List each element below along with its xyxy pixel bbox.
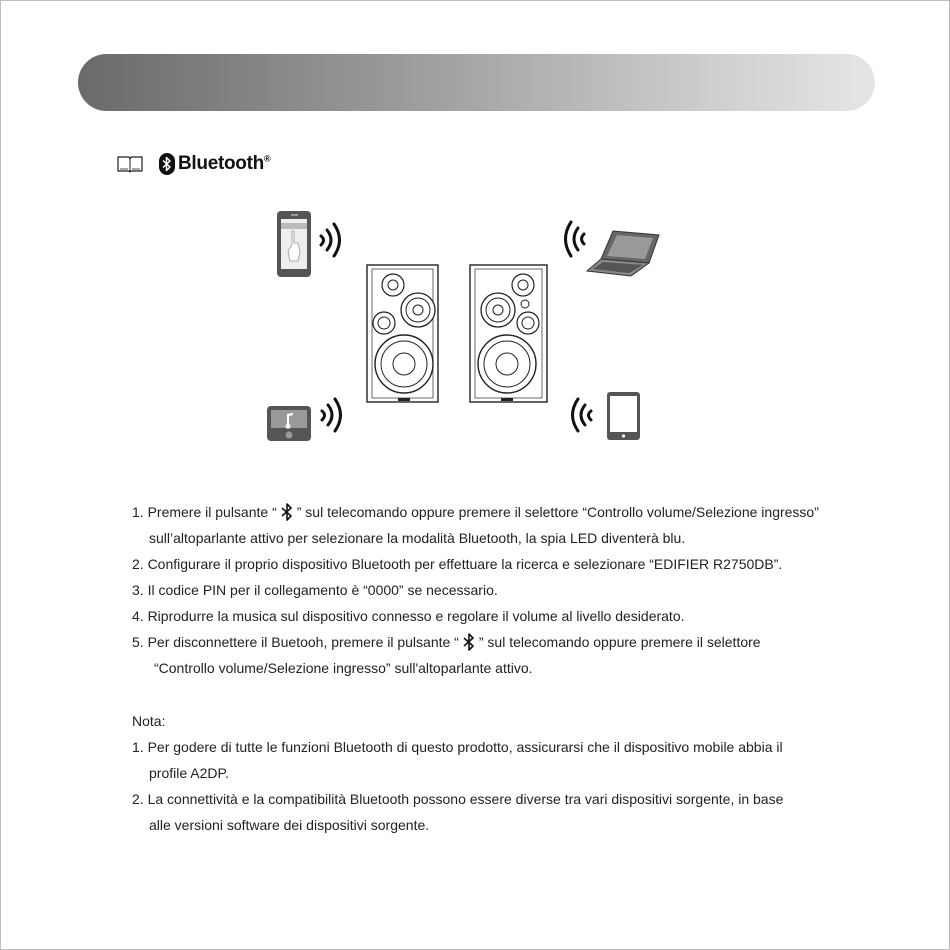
speaker-pair: [367, 265, 547, 402]
speaker-left: [367, 265, 438, 402]
book-icon: [117, 155, 143, 173]
bluetooth-logo: [159, 153, 270, 175]
bluetooth-icon: [159, 153, 175, 175]
note-2: 2. La connettività e la compatibilità Bluetooth possono essere diverse tra vari dispositivi sorgente, in base: [132, 791, 784, 807]
connection-illustration: [1, 201, 950, 451]
wireless-signal-icon: [573, 399, 592, 431]
bluetooth-icon: [280, 502, 294, 522]
bluetooth-wordmark: Bluetooth®: [178, 153, 271, 174]
section-heading: [117, 149, 270, 179]
bluetooth-icon: [462, 632, 476, 652]
instructions-text: [132, 499, 852, 838]
note-1: 1. Per godere di tutte le funzioni Bluetooth di questo prodotto, assicurarsi che il dispositivo mobile abbia il: [132, 739, 783, 755]
instruction-step-1-cont: sull’altoparlante attivo per selezionare la modalità Bluetooth, la spia LED diventerà blu.: [149, 530, 686, 546]
wireless-signal-icon: [321, 224, 340, 256]
laptop-icon: [587, 231, 659, 276]
instruction-step-1: 1. Premere il pulsante “ ” sul telecomando oppure premere il selettore “Controllo volume/Selezione ingresso”: [132, 504, 819, 520]
instruction-step-4: 4. Riprodurre la musica sul dispositivo connesso e regolare il volume al livello desiderato.: [132, 608, 685, 624]
header-bar: [78, 54, 875, 111]
instruction-step-2: 2. Configurare il proprio dispositivo Bluetooth per effettuare la ricerca e selezionare “EDIFIER R2750DB”.: [132, 556, 783, 572]
speaker-right: [470, 265, 547, 402]
music-player-icon: [267, 406, 311, 441]
instruction-step-3: 3. Il codice PIN per il collegamento è “0000” se necessario.: [132, 582, 498, 598]
wireless-signal-icon: [322, 399, 341, 431]
instruction-step-5-cont: “Controllo volume/Selezione ingresso” sull'altoparlante attivo.: [154, 660, 533, 676]
tablet-icon: [607, 392, 640, 440]
note-1-cont: profile A2DP.: [149, 765, 229, 781]
note-heading: Nota:: [132, 713, 166, 729]
instruction-step-5: 5. Per disconnettere il Buetooh, premere il pulsante “ ” sul telecomando oppure premere il selettore: [132, 634, 761, 650]
note-2-cont: alle versioni software dei dispositivi sorgente.: [149, 817, 430, 833]
smartphone-icon: [277, 211, 311, 277]
wireless-signal-icon: [566, 222, 585, 256]
